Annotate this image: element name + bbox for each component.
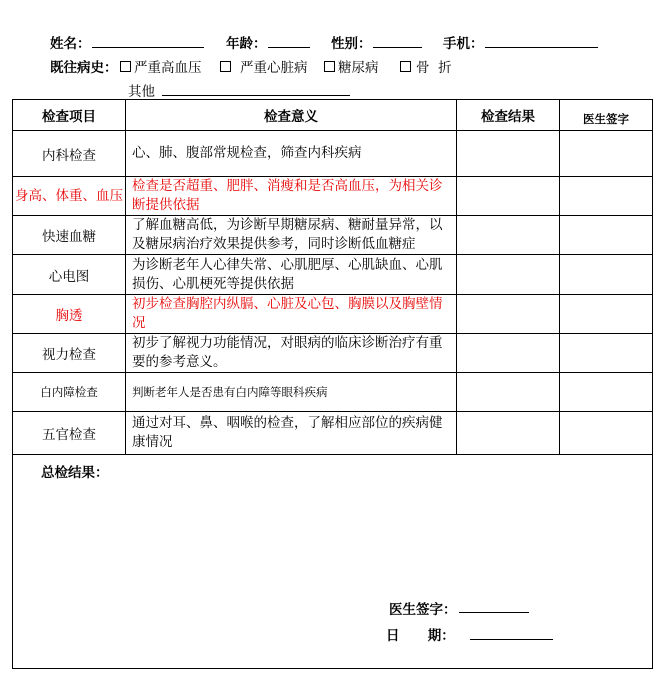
column-header: 医生签字 [560,100,653,131]
table-row [13,216,653,255]
name-field[interactable] [92,47,204,48]
meaning-cell: 判断老年人是否患有白内障等眼科疾病 [126,373,457,412]
signature-cell[interactable] [560,412,653,455]
phone-field[interactable] [485,47,598,48]
checkbox[interactable] [324,61,335,72]
signature-cell[interactable] [560,177,653,216]
checkbox[interactable] [120,61,131,72]
item-cell: 快速血糖 [13,216,126,255]
column-header: 检查意义 [126,100,457,131]
meaning-cell: 了解血糖高低，为诊断早期糖尿病、糖耐量异常，以及糖尿病治疗效果提供参考，同时诊断低血糖症 [126,216,457,255]
history-option-heart-disease[interactable]: 严重心脏病 [220,56,308,76]
doctor-sign-label: 医生签字： [389,602,457,618]
result-cell[interactable] [457,255,560,295]
table-row [13,295,653,334]
other-field[interactable] [162,95,350,96]
column-header: 检查项目 [13,100,126,131]
signature-cell[interactable] [560,131,653,177]
table-row [13,334,653,373]
result-cell[interactable] [457,334,560,373]
item-cell: 身高、体重、血压 [13,177,126,216]
column-header: 检查结果 [457,100,560,131]
item-cell: 白内障检查 [13,373,126,412]
item-cell: 胸透 [13,295,126,334]
history-label: 既往病史： [50,60,118,76]
summary-label: 总检结果： [41,465,109,481]
item-cell: 心电图 [13,255,126,295]
result-cell[interactable] [457,373,560,412]
phone-label: 手机： [443,36,484,52]
history-option-fracture[interactable]: 骨 折 [400,56,452,76]
signature-cell[interactable] [560,216,653,255]
item-cell: 视力检查 [13,334,126,373]
summary-row [13,455,653,669]
meaning-cell: 心、肺、腹部常规检查，筛查内科疾病 [126,131,457,177]
result-cell[interactable] [457,216,560,255]
date-label: 日 期： [386,628,455,644]
age-label: 年龄： [226,36,267,52]
name-label: 姓名： [50,36,91,52]
checkbox[interactable] [400,61,411,72]
gender-label: 性别： [331,36,372,52]
result-cell[interactable] [457,131,560,177]
meaning-cell: 初步检查胸腔内纵膈、心脏及心包、胸膜以及胸壁情况 [126,295,457,334]
exam-table [12,99,653,669]
table-row [13,131,653,177]
signature-cell[interactable] [560,373,653,412]
item-cell: 内科检查 [13,131,126,177]
meaning-cell: 检查是否超重、肥胖、消瘦和是否高血压，为相关诊断提供依据 [126,177,457,216]
item-cell: 五官检查 [13,412,126,455]
gender-field[interactable] [373,47,422,48]
result-cell[interactable] [457,412,560,455]
summary-cell[interactable] [13,455,653,669]
other-label: 其他 [128,84,155,100]
checkbox[interactable] [220,61,231,72]
signature-cell[interactable] [560,295,653,334]
meaning-cell: 为诊断老年人心律失常、心肌肥厚、心肌缺血、心肌损伤、心肌梗死等提供依据 [126,255,457,295]
table-row [13,373,653,412]
signature-cell[interactable] [560,255,653,295]
table-header-row [13,100,653,131]
history-option-hypertension[interactable]: 严重高血压 [120,56,202,76]
table-row [13,412,653,455]
result-cell[interactable] [457,177,560,216]
table-row [13,177,653,216]
age-field[interactable] [268,47,310,48]
table-row [13,255,653,295]
history-option-diabetes[interactable]: 糖尿病 [324,56,379,76]
meaning-cell: 通过对耳、鼻、咽喉的检查，了解相应部位的疾病健康情况 [126,412,457,455]
date-field[interactable] [470,639,553,640]
signature-cell[interactable] [560,334,653,373]
result-cell[interactable] [457,295,560,334]
doctor-sign-field[interactable] [459,612,529,613]
meaning-cell: 初步了解视力功能情况，对眼病的临床诊断治疗有重要的参考意义。 [126,334,457,373]
